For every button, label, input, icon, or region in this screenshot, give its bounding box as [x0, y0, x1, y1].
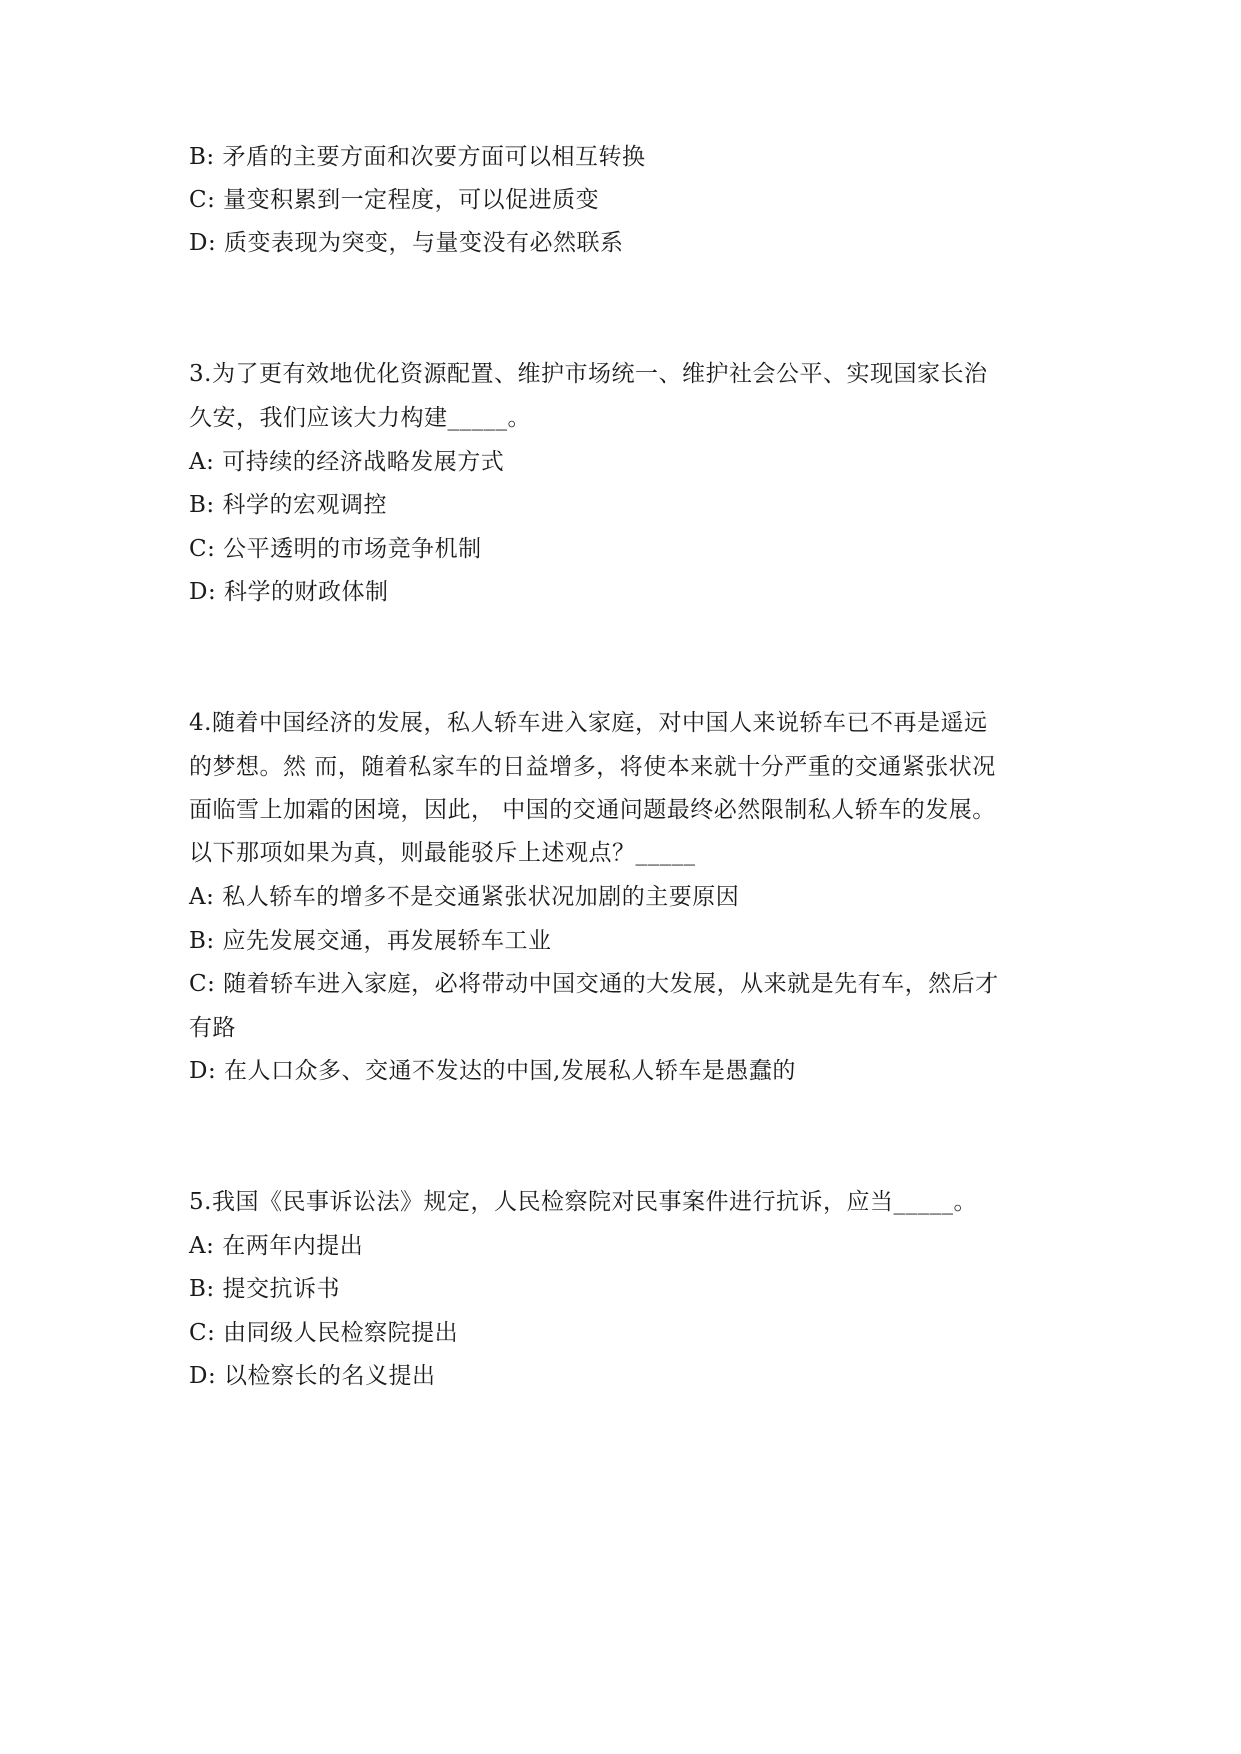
- q4-option-a: [189, 882, 1069, 912]
- option-separator: :: [207, 1058, 225, 1084]
- option-label: C: [189, 971, 208, 997]
- option-label: A: [189, 449, 207, 475]
- option-separator: :: [206, 1233, 223, 1259]
- option-separator: :: [207, 536, 224, 562]
- option-separator: :: [206, 492, 223, 518]
- option-label: B: [189, 928, 207, 954]
- q4-stem-line-3: [189, 795, 1069, 825]
- q3-option-c: [189, 534, 1069, 564]
- option-text: 科学的财政体制: [224, 579, 389, 605]
- option-text-continuation: 有路: [189, 1015, 236, 1041]
- q2-option-d: [189, 228, 1069, 258]
- option-separator: :: [206, 884, 223, 910]
- q4-option-c-continuation: [189, 1013, 1069, 1043]
- q4-option-b: [189, 926, 1069, 956]
- q3-option-d: [189, 577, 1069, 607]
- question-number: 5.: [189, 1189, 212, 1215]
- option-label: A: [189, 884, 207, 910]
- q3-stem-line-2: [189, 403, 1069, 433]
- option-text: 以检察长的名义提出: [224, 1363, 436, 1389]
- option-separator: :: [207, 579, 225, 605]
- option-label: B: [189, 1276, 207, 1302]
- option-text: 应先发展交通，再发展轿车工业: [222, 928, 552, 954]
- q4-option-d: [189, 1056, 1069, 1086]
- option-separator: :: [206, 1276, 223, 1302]
- option-text: 矛盾的主要方面和次要方面可以相互转换: [222, 144, 646, 170]
- option-label: D: [189, 1363, 208, 1389]
- question-stem: 面临雪上加霜的困境，因此， 中国的交通问题最终必然限制私人轿车的发展。: [189, 797, 996, 823]
- option-label: C: [189, 187, 208, 213]
- question-stem: 我国《民事诉讼法》规定，人民检察院对民事案件进行抗诉，应当_____。: [211, 1189, 977, 1215]
- q5-option-a: [189, 1231, 1069, 1261]
- option-separator: :: [206, 144, 223, 170]
- option-separator: :: [207, 1363, 225, 1389]
- q3-stem-line-1: [189, 359, 1069, 389]
- question-number: 3.: [189, 361, 212, 387]
- q4-option-c: [189, 969, 1069, 999]
- option-label: C: [189, 1320, 208, 1346]
- option-separator: :: [207, 971, 224, 997]
- q3-option-a: [189, 447, 1069, 477]
- question-number: 4.: [189, 710, 212, 736]
- option-text: 在人口众多、交通不发达的中国,发展私人轿车是愚蠢的: [224, 1058, 796, 1084]
- option-separator: :: [207, 1320, 224, 1346]
- option-separator: :: [206, 449, 223, 475]
- option-text: 可持续的经济战略发展方式: [222, 449, 505, 475]
- question-stem: 久安，我们应该大力构建_____。: [189, 405, 531, 431]
- option-text: 私人轿车的增多不是交通紧张状况加剧的主要原因: [222, 884, 740, 910]
- option-text: 质变表现为突变，与量变没有必然联系: [224, 230, 624, 256]
- option-text: 科学的宏观调控: [222, 492, 387, 518]
- q3-option-b: [189, 490, 1069, 520]
- option-text: 随着轿车进入家庭，必将带动中国交通的大发展，从来就是先有车，然后才: [223, 971, 999, 997]
- option-separator: :: [206, 928, 223, 954]
- q5-option-b: [189, 1274, 1069, 1304]
- option-label: B: [189, 144, 207, 170]
- question-stem: 的梦想。然 而，随着私家车的日益增多，将使本来就十分严重的交通紧张状况: [189, 754, 996, 780]
- option-text: 量变积累到一定程度，可以促进质变: [223, 187, 600, 213]
- option-text: 在两年内提出: [222, 1233, 364, 1259]
- option-text: 公平透明的市场竞争机制: [223, 536, 482, 562]
- option-label: B: [189, 492, 207, 518]
- q2-option-c: [189, 185, 1069, 215]
- question-stem: 以下那项如果为真，则最能驳斥上述观点？_____: [189, 840, 696, 866]
- option-label: D: [189, 579, 208, 605]
- q4-stem-line-4: [189, 838, 1069, 868]
- option-label: A: [189, 1233, 207, 1259]
- option-separator: :: [207, 187, 224, 213]
- option-text: 提交抗诉书: [222, 1276, 340, 1302]
- option-label: C: [189, 536, 208, 562]
- option-label: D: [189, 1058, 208, 1084]
- q4-stem-line-2: [189, 752, 1069, 782]
- option-text: 由同级人民检察院提出: [223, 1320, 459, 1346]
- option-label: D: [189, 230, 208, 256]
- q4-stem-line-1: [189, 708, 1069, 738]
- option-separator: :: [207, 230, 225, 256]
- q5-stem-line-1: [189, 1187, 1069, 1217]
- q5-option-c: [189, 1318, 1069, 1348]
- question-stem: 为了更有效地优化资源配置、维护市场统一、维护社会公平、实现国家长治: [211, 361, 988, 387]
- q5-option-d: [189, 1361, 1069, 1391]
- question-stem: 随着中国经济的发展，私人轿车进入家庭，对中国人来说轿车已不再是遥远: [211, 710, 988, 736]
- q2-option-b: [189, 142, 1069, 172]
